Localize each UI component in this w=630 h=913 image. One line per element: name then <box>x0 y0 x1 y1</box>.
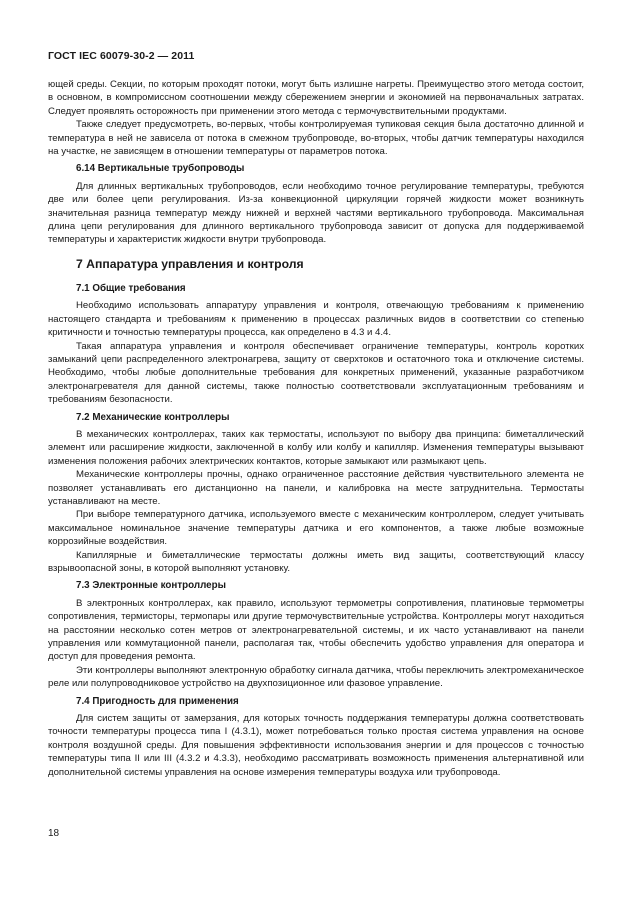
paragraph-7-1-a: Необходимо использовать аппаратуру управления и контроля, отвечающую требованиям к применению настоящего стандарта и требованиям к применению в процессах различных видов в соответствии со степенью критичности и точностью температуры процесса, как определено в 4.3 и 4.4. <box>48 300 584 339</box>
section-heading-7-2: 7.2 Механические контроллеры <box>76 411 230 423</box>
paragraph-7-3-a: В электронных контроллерах, как правило, используют термометры сопротивления, платиновые термометры сопротивления, термисторы, термопары или другие термочувствительные устройства. Контроллеры могут находиться на расстоянии несколько сотен метров от электронагревательной системы, и их часто устанавливают на панели управления или коммутационной панели, располагая так, чтобы обеспечить удобство управления для оператора и доступ для проведения ремонта. <box>48 597 584 663</box>
paragraph-7-2-a: В механических контроллерах, таких как термостаты, используют по выбору два принципа: биметаллический элемент или расширение жидкости, заключенной в колбу или колбу и капилляр. Изменения температуры вызывают изменения положения рабочих электрических контактов, которые замыкают или размыкают цепь. <box>48 428 584 467</box>
paragraph-7-1-b: Такая аппаратура управления и контроля обеспечивает ограничение температуры, контроль коротких замыканий цепи распределенного электронагрева, защиту от сверхтоков и остаточного тока и отключение системы. Необходимо, чтобы любые дополнительные требования для конкретных применений, указанные разработчиком электронагревателя для данной системы, также полностью соответствовали эксплуатационным требованиям и требованиям безопасности. <box>48 340 584 406</box>
paragraph-intro-2: Также следует предусмотреть, во-первых, чтобы контролируемая тупиковая секция была достаточно длинной и температура в ней не зависела от потока в смежном трубопроводе, во-вторых, чтобы датчик температуры находился на участке, не зависящем в отношении температуры от параметров потока. <box>48 119 584 158</box>
paragraph-7-2-d: Капиллярные и биметаллические термостаты должны иметь вид защиты, соответствующий классу взрывоопасной зоны, в которой выполняют установку. <box>48 549 584 574</box>
section-heading-7-1: 7.1 Общие требования <box>76 282 186 294</box>
document-header: ГОСТ IEC 60079-30-2 — 2011 <box>48 50 195 62</box>
section-heading-6-14: 6.14 Вертикальные трубопроводы <box>76 163 245 175</box>
chapter-heading-7: 7 Аппаратура управления и контроля <box>76 256 304 271</box>
page-number: 18 <box>48 828 60 839</box>
section-heading-7-4: 7.4 Пригодность для применения <box>76 695 239 707</box>
paragraph-intro-1: ющей среды. Секции, по которым проходят потоки, могут быть излишне нагреты. Преимущество этого метода состоит, в основном, в компромиссном соотношении между сбережением энергии и экономией на первоначальных затратах. Следует проявлять осторожность при применении этого метода с термочувствительными продуктами. <box>48 79 584 117</box>
paragraph-7-2-b: Механические контроллеры прочны, однако ограниченное расстояние действия чувствительного элемента не позволяет устанавливать его дистанционно на панели, и калибровка на месте затруднительна. Термостаты устанавливают на месте. <box>48 469 584 507</box>
paragraph-7-4: Для систем защиты от замерзания, для которых точность поддержания температуры должна соответствовать точности температуры процесса типа I (4.3.1), может потребоваться только простая система управления на основе контроля воздушной среды. Для повышения эффективности использования энергии и для процессов с точностью температуры типа II или III (4.3.2 и 4.3.3), необходимо рассматривать возможность применения альтернативной или дополнительной системы управления на основе измерения температуры воздуха или трубопровода. <box>48 713 584 778</box>
paragraph-7-3-b: Эти контроллеры выполняют электронную обработку сигнала датчика, чтобы переключить электромеханическое реле или полупроводниковое устройство на двухпозиционное или фазовое управление. <box>48 664 584 690</box>
paragraph-7-2-c: При выборе температурного датчика, используемого вместе с механическим контроллером, следует учитывать максимальное номинальное значение температуры датчика и его компонентов, а также любые возможные коррозийные воздействия. <box>48 509 584 548</box>
section-heading-7-3: 7.3 Электронные контроллеры <box>76 580 226 592</box>
document-body <box>48 78 584 779</box>
paragraph-6-14: Для длинных вертикальных трубопроводов, если необходимо точное регулирование температуры, требуются две или более цепи регулирования. Из-за конвекционной циркуляции горячей жидкости может возникнуть значительная разница температур между нижней и верхней частями вертикального трубопровода. Максимальная длина цепи регулирования для длинного вертикального трубопровода зависит от допуска для поддерживаемой температуры и характеристик жидкости внутри трубопровода. <box>48 180 584 246</box>
